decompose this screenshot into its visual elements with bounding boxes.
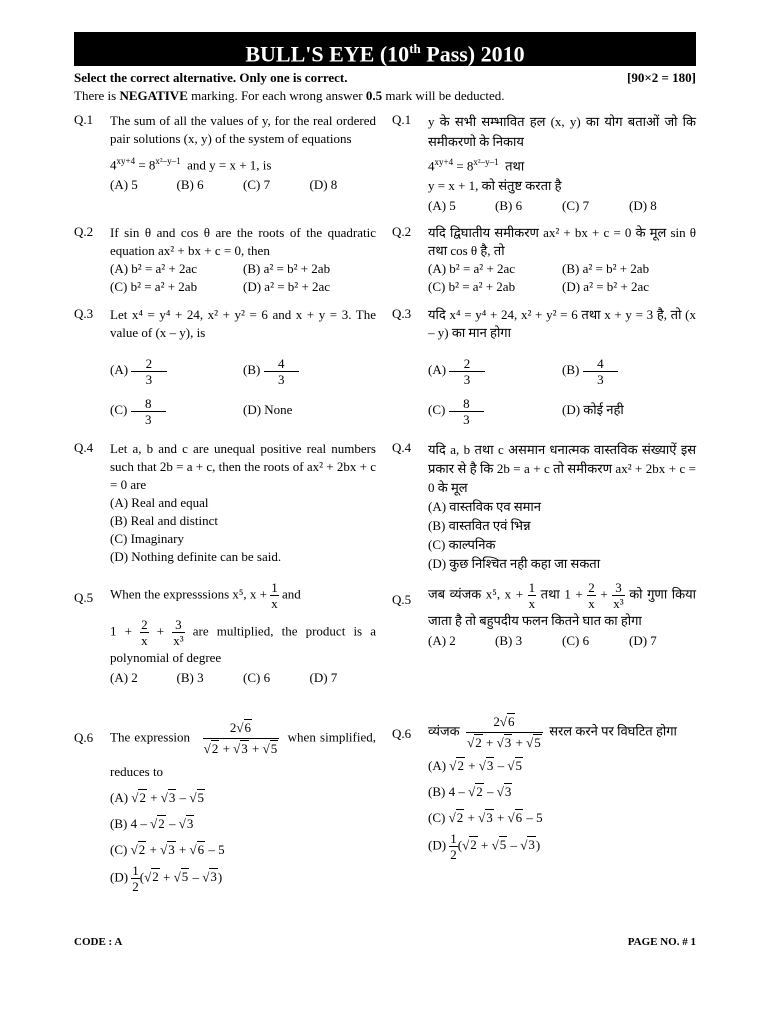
page-title: BULL'S EYE (10th Pass) 2010 [74,32,696,66]
question-2-hi: Q.2 यदि द्विघातीय समीकरण ax² + bx + c = 0 के मूल sin θ तथा cos θ है, तो (A) b² = a² + 2ac (B) a² = b² + 2ab (C) b² = a² + 2ab (D) a² = b² + 2ac [392,224,696,294]
question-6-hi: Q.6 व्यंजक $\frac{2√6}{√2 + √3 + √5}$ सरल करने पर विघटित होगा (A) √2 + √3 – √5 (B) 4 – √2 – √3 (C) √2 + √3 + √6 – 5 (D) $\frac{1}{2}$ (√2 + √5 – √3) [392,714,677,862]
question-3-en: Q.3 Let x⁴ = y⁴ + 24, x² + y² = 6 and x + y = 3. The value of (x – y), is (A) $\frac{2}{3}$ (B) $\frac{4}{3}$ (C) $\frac{8}{3}$ (D) None [74,306,376,427]
total-marks: [90×2 = 180] [627,70,696,85]
exam-page [74,0,696,1024]
question-1-en: Q.1 The sum of all the values of y, for the real ordered pair solutions (x, y) of the system of equations $4^{xy+4} = 8^{x^2-y-1}$ and y = x + 1, is (A) 5 (B) 6 (C) 7 (D) 8 [74,112,376,193]
instruction-line: Select the correct alternative. Only one is correct. [90×2 = 180] [74,70,696,85]
question-3-hi: Q.3 यदि x⁴ = y⁴ + 24, x² + y² = 6 तथा x + y = 3 है, तो (x – y) का मान होगा (A) $\frac{2}{3}$ (B) $\frac{4}{3}$ (C) $\frac{8}{3}$ (D) कोई नही [392,306,696,427]
question-4-hi: Q.4 यदि a, b तथा c असमान धनात्मक वास्तविक संख्याऐं इस प्रकार से है कि 2b = a + c तो समीकरण ax² + 2bx + c = 0 के मूल (A) वास्तविक एव समान (B) वास्तवित एवं भिन्न (C) काल्पनिक (D) कुछ निश्चित नही कहा जा सकता [392,440,696,571]
question-2-en: Q.2 If sin θ and cos θ are the roots of the quadratic equation ax² + bx + c = 0, then (A) b² = a² + 2ac (B) a² = b² + 2ab (C) b² = a² + 2ab (D) a² = b² + 2ac [74,224,376,294]
question-5-hi: Q.5 जब व्यंजक x⁵, x + $\frac{1}{x}$ तथा 1 + $\frac{2}{x}$ + $\frac{3}{\text{x³}}$ को गुणा किया जाता है तो बहुपदीय फलन कितने घात का होगा (A) 2 (B) 3 (C) 6 (D) 7 [392,580,697,648]
negative-marking-note: There is NEGATIVE marking. For each wrong answer 0.5 mark will be deducted. [74,88,505,103]
question-6-en: Q.6 The expression $\frac{2√6}{√2 + √3 + √5}$ when simplified, reduces to (A) √2 + √3 – √5 (B) 4 – √2 – √3 (C) √2 + √3 + √6 – 5 (D) $\frac{1}{2}$ (√2 + √5 – √3) [74,720,377,894]
question-5-en: Q.5 When the expresssions x⁵, x + $\frac{1}{x}$ and 1 + $\frac{2}{x}$ + $\frac{3}{\text{x³}}$ are multiplied, the product is a polynomial of degree (A) 2 (B) 3 (C) 6 (D) 7 [74,580,377,685]
footer-page-number: PAGE NO. # 1 [627,936,696,948]
question-1-hi: Q.1 y के सभी सम्भावित हल (x, y) का योग बताओं जो कि समीकरणो के निकाय $4^{xy+4} = 8^{x^2-y-1}$ तथा y = x + 1, को संतुष्ट करता है (A) 5 (B) 6 (C) 7 (D) 8 [392,112,696,214]
footer-code: CODE : A [74,936,123,948]
question-4-en: Q.4 Let a, b and c are unequal positive real numbers such that 2b = a + c, then the roots of ax² + 2bx + c = 0 are (A) Real and equal (B) Real and distinct (C) Imaginary (D) Nothing definite can be said. [74,440,376,564]
